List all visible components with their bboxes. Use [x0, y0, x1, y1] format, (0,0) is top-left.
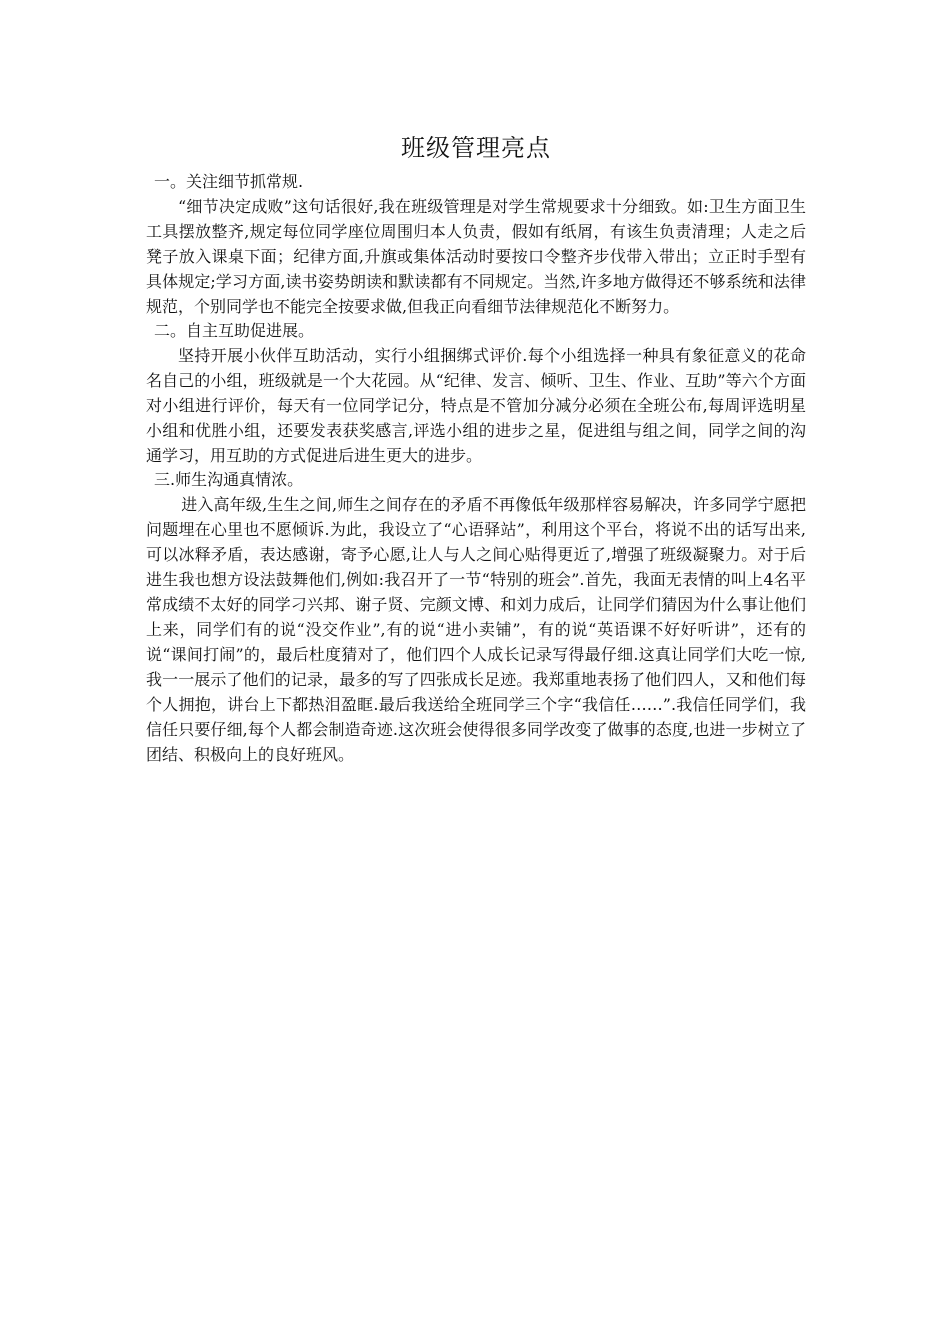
- section-paragraph: “细节决定成败”这句话很好,我在班级管理是对学生常规要求十分细致。如:卫生方面卫生工具摆放整齐,规定每位同学座位周围归本人负责，假如有纸屑，有该生负责清理；人走之后凳子放入课桌下面；纪律方面,升旗或集体活动时要按口令整齐步伐带入带出；立正时手型有具体规定;学习方面,读书姿势朗读和默读都有不同规定。当然,许多地方做得还不够系统和法律规范，个别同学也不能完全按要求做,但我正向看细节法律规范化不断努力。: [146, 197, 806, 316]
- section-heading: 三.师生沟通真情浓。: [154, 470, 304, 489]
- section-3: [146, 468, 806, 767]
- section-paragraph: 坚持开展小伙伴互助活动，实行小组捆绑式评价.每个小组选择一种具有象征意义的花命名自己的小组，班级就是一个大花园。从“纪律、发言、倾听、卫生、作业、互助”等六个方面对小组进行评价，每天有一位同学记分，特点是不管加分减分必须在全班公布,每周评选明星小组和优胜小组，还要发表获奖感言,评选小组的进步之星，促进组与组之间，同学之间的沟通学习，用互助的方式促进后进生更大的进步。: [146, 346, 806, 465]
- section-1: [146, 170, 806, 319]
- section-heading: 一。关注细节抓常规.: [154, 172, 304, 191]
- section-2: [146, 319, 806, 468]
- document-page: [146, 130, 806, 767]
- section-heading: 二。自主互助促进展。: [154, 321, 315, 340]
- section-paragraph: 进入高年级,生生之间,师生之间存在的矛盾不再像低年级那样容易解决，许多同学宁愿把问题埋在心里也不愿倾诉.为此，我设立了“心语驿站”，利用这个平台，将说不出的话写出来,可以冰释矛盾，表达感谢，寄予心愿,让人与人之间心贴得更近了,增强了班级凝聚力。对于后进生我也想方设法鼓舞他们,例如:我召开了一节“特别的班会”.首先，我面无表情的叫上4名平常成绩不太好的同学刁兴邦、谢子贤、完颜文博、和刘力成后，让同学们猜因为什么事让他们上来，同学们有的说“没交作业”,有的说“进小卖铺”，有的说“英语课不好好听讲”，还有的说“课间打闹”的，最后杜度猜对了，他们四个人成长记录写得最仔细.这真让同学们大吃一惊,我一一展示了他们的记录，最多的写了四张成长足迹。我郑重地表扬了他们四人，又和他们每个人拥抱，讲台上下都热泪盈眶.最后我送给全班同学三个字“我信任……”.我信任同学们，我信任只要仔细,每个人都会制造奇迹.这次班会使得很多同学改变了做事的态度,也进一步树立了团结、积极向上的良好班风。: [146, 495, 806, 764]
- document-title: 班级管理亮点: [401, 134, 551, 162]
